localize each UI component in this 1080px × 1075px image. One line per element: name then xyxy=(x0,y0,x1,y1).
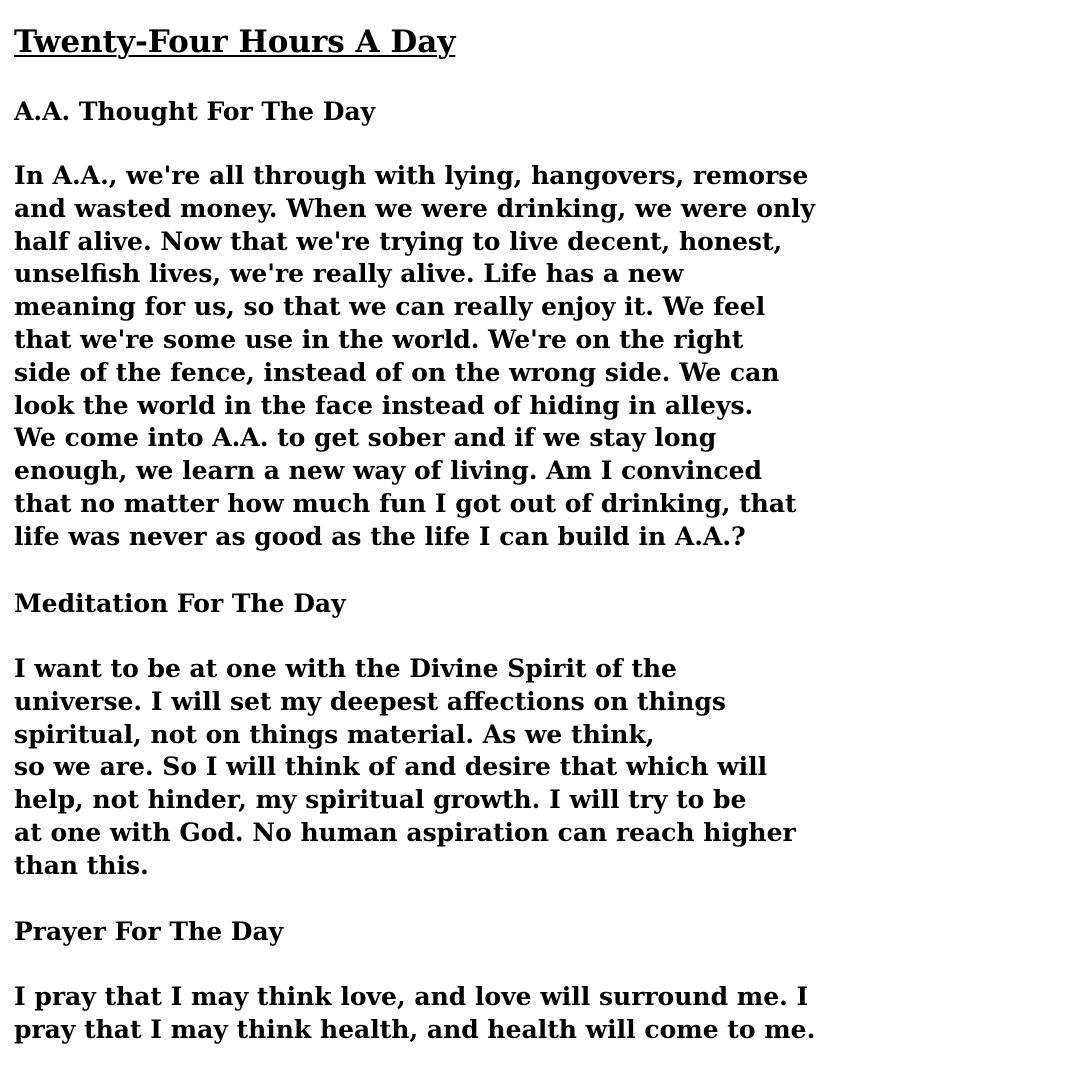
meditation-heading: Meditation For The Day xyxy=(14,589,346,618)
thought-line: look the world in the face instead of hiding in alleys. xyxy=(14,390,754,420)
thought-heading: A.A. Thought For The Day xyxy=(14,97,376,126)
thought-line: meaning for us, so that we can really enjoy it. We feel xyxy=(14,292,766,322)
meditation-line: spiritual, not on things material. As we think, xyxy=(14,719,655,749)
meditation-paragraph xyxy=(14,653,796,883)
prayer-line: I pray that I may think love, and love will surround me. I xyxy=(14,982,809,1011)
thought-line: that no matter how much fun I got out of drinking, that xyxy=(14,488,797,518)
prayer-paragraph xyxy=(14,981,815,1047)
thought-line: side of the fence, instead of on the wrong side. We can xyxy=(14,357,780,387)
thought-line: that we're some use in the world. We're on the right xyxy=(14,324,744,354)
thought-line: half alive. Now that we're trying to live decent, honest, xyxy=(14,226,783,256)
meditation-line: help, not hinder, my spiritual growth. I will try to be xyxy=(14,785,747,815)
thought-line: life was never as good as the life I can build in A.A.? xyxy=(14,521,746,551)
thought-paragraph xyxy=(14,160,815,554)
thought-line: We come into A.A. to get sober and if we stay long xyxy=(14,423,717,453)
thought-line: enough, we learn a new way of living. Am I convinced xyxy=(14,456,762,486)
meditation-line: than this. xyxy=(14,850,149,880)
meditation-line: so we are. So I will think of and desire that which will xyxy=(14,752,768,782)
meditation-line: I want to be at one with the Divine Spirit of the xyxy=(14,654,677,683)
thought-line: unselfish lives, we're really alive. Life has a new xyxy=(14,259,684,289)
thought-line: and wasted money. When we were drinking, we were only xyxy=(14,193,816,223)
prayer-line: pray that I may think health, and health will come to me. xyxy=(14,1014,816,1044)
page-title: Twenty-Four Hours A Day xyxy=(14,24,456,60)
thought-line: In A.A., we're all through with lying, hangovers, remorse xyxy=(14,161,809,190)
meditation-line: at one with God. No human aspiration can reach higher xyxy=(14,817,796,847)
meditation-line: universe. I will set my deepest affections on things xyxy=(14,686,726,716)
prayer-heading: Prayer For The Day xyxy=(14,917,284,946)
